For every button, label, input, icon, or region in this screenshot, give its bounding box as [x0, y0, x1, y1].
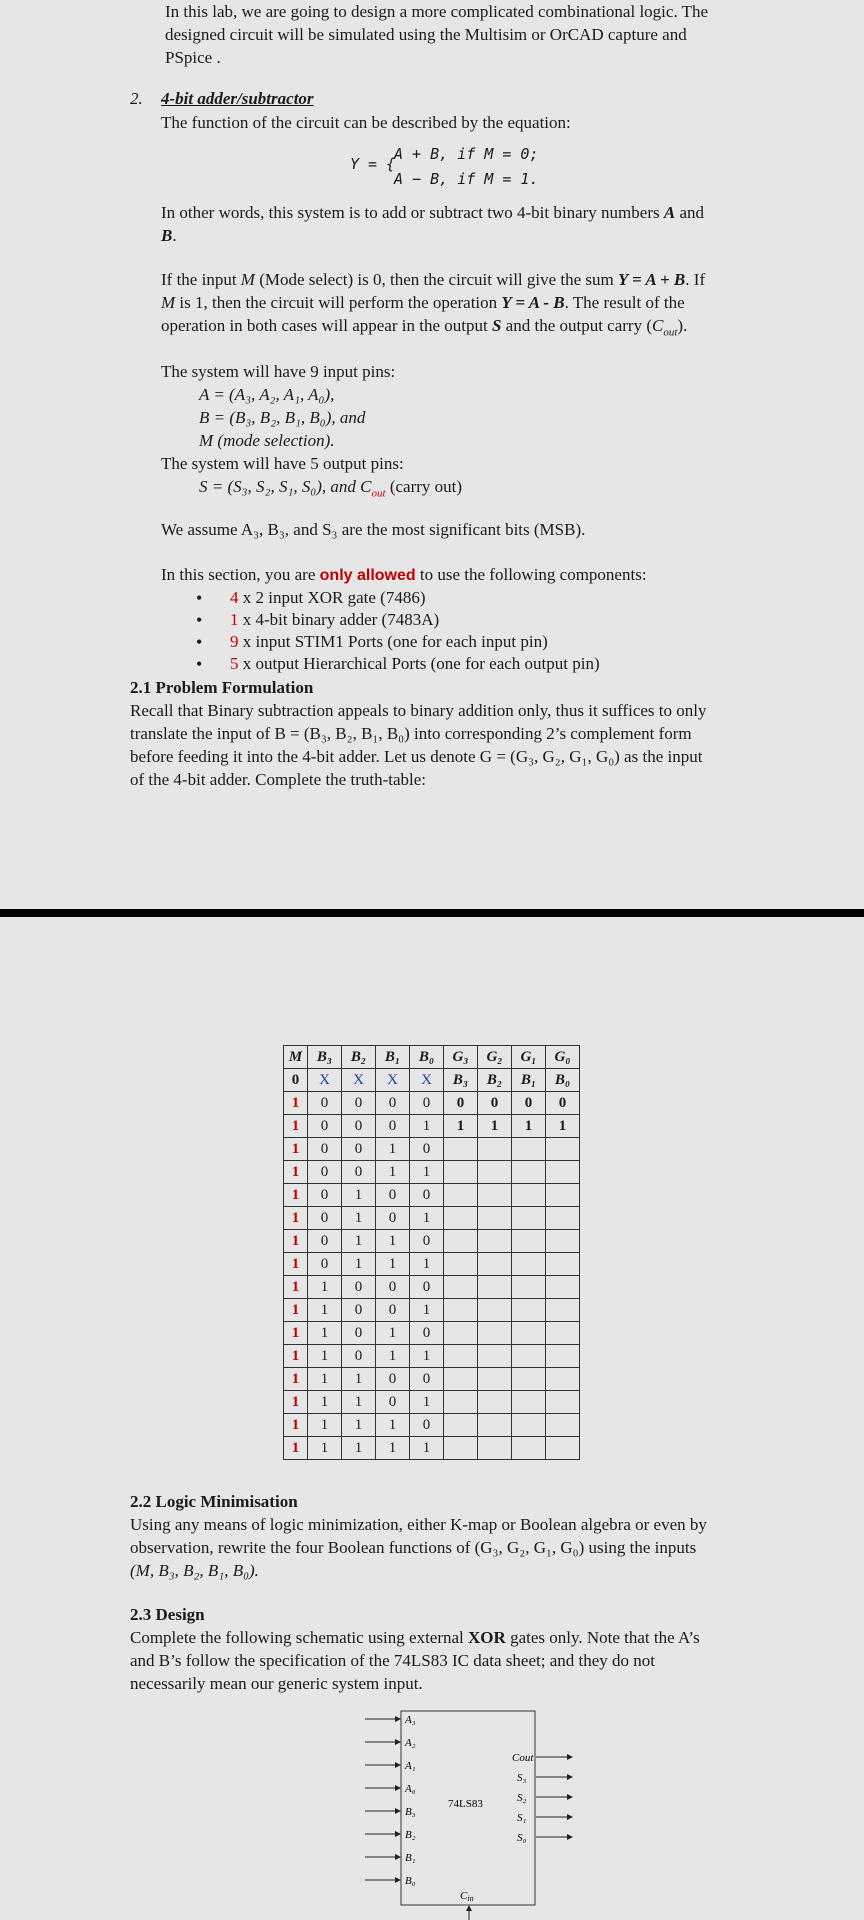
input-cell: 1 [376, 1253, 410, 1276]
section-number: 2. [130, 89, 143, 108]
output-cell [444, 1345, 478, 1368]
input-cell: 1 [284, 1276, 308, 1299]
output-cell [444, 1184, 478, 1207]
input-cell: 0 [342, 1299, 376, 1322]
output-cell: B₀ [546, 1069, 580, 1092]
output-pins [199, 475, 462, 505]
table-row [284, 1207, 580, 1230]
output-cell [478, 1414, 512, 1437]
component-quantity: 5 [230, 654, 239, 673]
cout-subscript: out [663, 326, 678, 339]
input-cell: 0 [376, 1092, 410, 1115]
output-pin-label: S₂ [517, 1792, 527, 1804]
output-cell [512, 1299, 546, 1322]
text: In other words, this system is to add or subtract two 4-bit binary numbers [161, 203, 660, 222]
input-cell: 1 [342, 1414, 376, 1437]
input-cell: 1 [308, 1414, 342, 1437]
input-cell: 0 [284, 1069, 308, 1092]
input-pin-label: B₀ [405, 1875, 416, 1887]
input-cell: 0 [342, 1276, 376, 1299]
output-cell [478, 1437, 512, 1460]
input-cell: 1 [308, 1345, 342, 1368]
component-quantity: 9 [230, 632, 239, 651]
output-cell [512, 1161, 546, 1184]
output-cell: 1 [512, 1115, 546, 1138]
output-cell [478, 1345, 512, 1368]
component-item [196, 653, 600, 675]
component-text: x 2 input XOR gate (7486) [238, 588, 426, 607]
output-cell [444, 1161, 478, 1184]
text: and the output carry ( [505, 316, 653, 335]
table-header-cell: G₀ [546, 1046, 580, 1069]
output-cell: 1 [478, 1115, 512, 1138]
adder-schematic [360, 1705, 590, 1920]
output-cell [512, 1253, 546, 1276]
var-m: M [161, 293, 176, 312]
input-cell: 1 [410, 1161, 444, 1184]
table-row [284, 1368, 580, 1391]
minimisation-paragraph [130, 1513, 830, 1582]
input-cell: 1 [308, 1391, 342, 1414]
component-text: x output Hierarchical Ports (one for each output pin) [238, 654, 600, 673]
table-header-cell: B₃ [308, 1046, 342, 1069]
text: ). [677, 316, 688, 335]
output-cell: 1 [444, 1115, 478, 1138]
intro-line: In this lab, we are going to design a more complicated combinational logic. The [165, 2, 709, 21]
text: S = (S₃, S₂, S₁, S₀), and C [199, 477, 372, 496]
text: to use the following components: [419, 565, 647, 584]
input-cell: 1 [308, 1299, 342, 1322]
output-cell [546, 1322, 580, 1345]
input-cell: 0 [342, 1161, 376, 1184]
cout-subscript: out [371, 487, 386, 500]
output-cell: B₃ [444, 1069, 478, 1092]
table-row [284, 1161, 580, 1184]
input-cell: X [342, 1069, 376, 1092]
equation-case-2: A − B, if M = 1. [394, 170, 539, 188]
input-cell: 0 [308, 1161, 342, 1184]
input-cell: 0 [308, 1115, 342, 1138]
output-cell [444, 1253, 478, 1276]
output-cell [546, 1230, 580, 1253]
input-cell: 1 [410, 1391, 444, 1414]
carry-in-label: Cin [460, 1890, 474, 1903]
output-cell [444, 1276, 478, 1299]
output-cell [546, 1391, 580, 1414]
input-cell: 0 [410, 1322, 444, 1345]
input-cell: 1 [342, 1184, 376, 1207]
input-cell: 0 [410, 1368, 444, 1391]
output-pin-label: S₁ [517, 1812, 527, 1824]
input-pin-label: B₁ [405, 1852, 416, 1864]
input-cell: 0 [342, 1322, 376, 1345]
output-cell [546, 1368, 580, 1391]
input-cell: 1 [284, 1115, 308, 1138]
input-a-pins: A = (A₃, A₂, A₁, A₀), [199, 385, 335, 404]
output-cell [546, 1345, 580, 1368]
output-pin-label: Cout [512, 1752, 534, 1764]
input-cell: X [410, 1069, 444, 1092]
output-cell: 0 [444, 1092, 478, 1115]
input-cell: 0 [410, 1184, 444, 1207]
output-cell [512, 1345, 546, 1368]
input-cell: 1 [284, 1391, 308, 1414]
var-m: M [240, 270, 255, 289]
equation-case-1: A + B, if M = 0; [394, 145, 539, 163]
input-m-pin: M (mode selection). [199, 431, 335, 450]
function-text: The function of the circuit can be described by the equation: [161, 113, 571, 132]
input-cell: 0 [342, 1115, 376, 1138]
input-cell: 1 [376, 1138, 410, 1161]
output-cell [512, 1437, 546, 1460]
input-cell: 0 [410, 1138, 444, 1161]
output-cell [546, 1161, 580, 1184]
table-header-cell: M [284, 1046, 308, 1069]
intro-line: PSpice . [165, 48, 221, 67]
component-item [196, 631, 600, 653]
input-cell: 1 [410, 1207, 444, 1230]
line: translate the input of B = (B₃, B₂, B₁, B₀) into corresponding 2’s complement form [130, 724, 692, 743]
input-cell: 0 [308, 1253, 342, 1276]
input-cell: 1 [376, 1437, 410, 1460]
input-cell: 1 [376, 1345, 410, 1368]
component-item [196, 587, 600, 609]
output-cell [444, 1437, 478, 1460]
section-title: 4-bit adder/subtractor [161, 89, 314, 108]
component-quantity: 1 [230, 610, 239, 629]
intro-paragraph [165, 0, 805, 69]
input-cell: 1 [308, 1276, 342, 1299]
component-list [196, 587, 600, 675]
table-header-cell: B₀ [410, 1046, 444, 1069]
input-cell: 1 [284, 1161, 308, 1184]
input-cell: 0 [410, 1230, 444, 1253]
output-pin-label: S₀ [517, 1832, 527, 1844]
output-cell [444, 1299, 478, 1322]
output-cell [546, 1253, 580, 1276]
output-cell [444, 1138, 478, 1161]
input-pin-label: B₂ [405, 1829, 416, 1841]
emphasis: XOR [468, 1628, 506, 1647]
input-cell: 1 [284, 1299, 308, 1322]
sum-expression: Y = A + B [618, 270, 686, 289]
input-cell: 1 [410, 1437, 444, 1460]
text: (Mode select) is 0, then the circuit will give the sum [259, 270, 614, 289]
input-cell: 1 [284, 1368, 308, 1391]
text: Complete the following schematic using external [130, 1628, 464, 1647]
line: before feeding it into the 4-bit adder. Let us denote G = (G₃, G₂, G₁, G₀) as the input [130, 747, 703, 766]
input-cell: 1 [376, 1161, 410, 1184]
input-pin-label: A₁ [405, 1760, 416, 1772]
output-cell [444, 1322, 478, 1345]
output-cell: 0 [512, 1092, 546, 1115]
input-cell: 1 [284, 1345, 308, 1368]
input-cell: 0 [376, 1207, 410, 1230]
output-cell [546, 1138, 580, 1161]
output-cell: B₂ [478, 1069, 512, 1092]
table-header-cell: G₁ [512, 1046, 546, 1069]
emphasis: only allowed [319, 567, 416, 584]
output-cell [478, 1230, 512, 1253]
var-a: A [663, 203, 676, 222]
table-row [284, 1138, 580, 1161]
input-cell: 0 [376, 1368, 410, 1391]
table-row [284, 1253, 580, 1276]
output-cell [478, 1299, 512, 1322]
table-row [284, 1322, 580, 1345]
table-row [284, 1230, 580, 1253]
subsection-heading: 2.3 Design [130, 1605, 205, 1624]
output-cell [444, 1207, 478, 1230]
line: (M, B₃, B₂, B₁, B₀). [130, 1561, 259, 1580]
equation-lhs: Y = { [350, 155, 396, 173]
table-row [284, 1115, 580, 1138]
input-cell: 1 [284, 1437, 308, 1460]
component-text: x input STIM1 Ports (one for each input pin) [238, 632, 548, 651]
input-cell: 0 [308, 1092, 342, 1115]
input-cell: 1 [376, 1322, 410, 1345]
input-cell: 1 [284, 1253, 308, 1276]
text: In this section, you are [161, 565, 316, 584]
output-cell [478, 1253, 512, 1276]
input-cell: 1 [308, 1368, 342, 1391]
input-cell: 0 [376, 1184, 410, 1207]
text: . If [685, 270, 706, 289]
output-cell [444, 1391, 478, 1414]
output-cell [512, 1414, 546, 1437]
input-cell: 1 [284, 1230, 308, 1253]
output-cell: 1 [546, 1115, 580, 1138]
table-row [284, 1276, 580, 1299]
output-cell [546, 1437, 580, 1460]
table-row [284, 1414, 580, 1437]
component-quantity: 4 [230, 588, 239, 607]
output-cell [546, 1207, 580, 1230]
line: necessarily mean our generic system input. [130, 1674, 423, 1693]
carry-in-subscript: in [467, 1894, 474, 1903]
component-item [196, 609, 600, 631]
table-row [284, 1092, 580, 1115]
table-header-cell: B₁ [376, 1046, 410, 1069]
line: Using any means of logic minimization, either K-map or Boolean algebra or even by [130, 1515, 707, 1534]
line: Recall that Binary subtraction appeals to binary addition only, thus it suffices to only [130, 701, 707, 720]
output-cell [478, 1276, 512, 1299]
mode-paragraph [161, 268, 841, 344]
input-cell: 1 [308, 1322, 342, 1345]
input-cell: 0 [342, 1138, 376, 1161]
input-cell: 1 [410, 1253, 444, 1276]
input-cell: 0 [376, 1391, 410, 1414]
intro-line: designed circuit will be simulated using the Multisim or OrCAD capture and [165, 25, 687, 44]
output-cell [546, 1414, 580, 1437]
output-cell [512, 1368, 546, 1391]
problem-paragraph [130, 699, 830, 791]
input-cell: 0 [342, 1092, 376, 1115]
inputs-heading: The system will have 9 input pins: [161, 362, 396, 381]
input-cell: 0 [308, 1207, 342, 1230]
input-cell: 1 [410, 1299, 444, 1322]
output-cell: B₁ [512, 1069, 546, 1092]
output-cell [478, 1161, 512, 1184]
input-cell: 1 [284, 1138, 308, 1161]
input-cell: 1 [376, 1230, 410, 1253]
input-cell: 0 [376, 1299, 410, 1322]
difference-expression: Y = A - B [501, 293, 565, 312]
input-pin-label: A₀ [405, 1783, 416, 1795]
var-s: S [491, 316, 502, 335]
subsection-heading: 2.1 Problem Formulation [130, 678, 314, 697]
text: gates only. Note that the A’s [510, 1628, 700, 1647]
output-cell [512, 1184, 546, 1207]
output-cell: 0 [478, 1092, 512, 1115]
table-row [284, 1069, 580, 1092]
input-cell: 0 [376, 1115, 410, 1138]
table-row [284, 1184, 580, 1207]
input-cell: 1 [342, 1368, 376, 1391]
input-cell: X [308, 1069, 342, 1092]
output-cell [512, 1391, 546, 1414]
allowed-text [161, 563, 647, 587]
text: (carry out) [385, 477, 463, 496]
table-row [284, 1437, 580, 1460]
other-words-paragraph [161, 201, 821, 247]
line: observation, rewrite the four Boolean functions of (G₃, G₂, G₁, G₀) using the inputs [130, 1538, 697, 1557]
input-cell: 0 [410, 1092, 444, 1115]
output-cell [478, 1207, 512, 1230]
input-cell: 1 [308, 1437, 342, 1460]
table-row [284, 1345, 580, 1368]
table-header-cell: G₂ [478, 1046, 512, 1069]
component-text: x 4-bit binary adder (7483A) [238, 610, 440, 629]
output-cell [546, 1276, 580, 1299]
output-cell: 0 [546, 1092, 580, 1115]
input-cell: 1 [284, 1092, 308, 1115]
ic-label: 74LS83 [448, 1798, 483, 1810]
output-cell [546, 1184, 580, 1207]
input-cell: 0 [342, 1345, 376, 1368]
input-cell: 1 [342, 1230, 376, 1253]
input-cell: 1 [342, 1207, 376, 1230]
input-cell: 1 [284, 1414, 308, 1437]
line: and B’s follow the specification of the 74LS83 IC data sheet; and they do not [130, 1651, 655, 1670]
input-cell: 1 [284, 1207, 308, 1230]
line: of the 4-bit adder. Complete the truth-table: [130, 770, 426, 789]
output-cell [478, 1322, 512, 1345]
table-header-row [284, 1046, 580, 1069]
text: and [679, 203, 704, 222]
var-cout: C [652, 316, 664, 335]
input-cell: 1 [284, 1184, 308, 1207]
input-cell: 1 [284, 1322, 308, 1345]
output-cell [478, 1184, 512, 1207]
input-cell: 0 [308, 1230, 342, 1253]
outputs-heading: The system will have 5 output pins: [161, 454, 404, 473]
var-b: B [161, 226, 173, 245]
subsection-heading: 2.2 Logic Minimisation [130, 1492, 298, 1511]
output-cell [444, 1414, 478, 1437]
output-cell [512, 1138, 546, 1161]
input-pin-label: A₂ [405, 1737, 416, 1749]
input-cell: 0 [410, 1414, 444, 1437]
table-row [284, 1391, 580, 1414]
output-cell [512, 1276, 546, 1299]
table-header-cell: G₃ [444, 1046, 478, 1069]
table-header-cell: B₂ [342, 1046, 376, 1069]
text: . [172, 226, 177, 245]
text: operation in both cases will appear in the output [161, 316, 488, 335]
output-cell [478, 1391, 512, 1414]
input-cell: 1 [410, 1115, 444, 1138]
text: If the input [161, 270, 237, 289]
output-cell [478, 1368, 512, 1391]
output-cell [512, 1207, 546, 1230]
input-cell: 0 [308, 1184, 342, 1207]
input-cell: 0 [376, 1276, 410, 1299]
input-cell: 0 [308, 1138, 342, 1161]
output-cell [478, 1138, 512, 1161]
input-cell: 1 [342, 1391, 376, 1414]
input-cell: 1 [342, 1437, 376, 1460]
page-divider [0, 909, 864, 917]
text: is 1, then the circuit will perform the operation [179, 293, 498, 312]
input-pin-label: A₃ [405, 1714, 416, 1726]
input-cell: 0 [410, 1276, 444, 1299]
msb-text: We assume A₃, B₃, and S₃ are the most significant bits (MSB). [161, 520, 586, 539]
output-cell [546, 1299, 580, 1322]
input-b-pins: B = (B₃, B₂, B₁, B₀), and [199, 408, 366, 427]
input-cell: X [376, 1069, 410, 1092]
output-pin-label: S₃ [517, 1772, 527, 1784]
output-cell [512, 1322, 546, 1345]
output-cell [512, 1230, 546, 1253]
table-row [284, 1299, 580, 1322]
output-cell [444, 1368, 478, 1391]
input-pin-label: B₃ [405, 1806, 416, 1818]
output-cell [444, 1230, 478, 1253]
input-cell: 1 [410, 1345, 444, 1368]
truth-table [283, 1045, 580, 1460]
input-cell: 1 [376, 1414, 410, 1437]
input-cell: 1 [342, 1253, 376, 1276]
design-paragraph [130, 1626, 830, 1695]
text: . The result of the [564, 293, 685, 312]
